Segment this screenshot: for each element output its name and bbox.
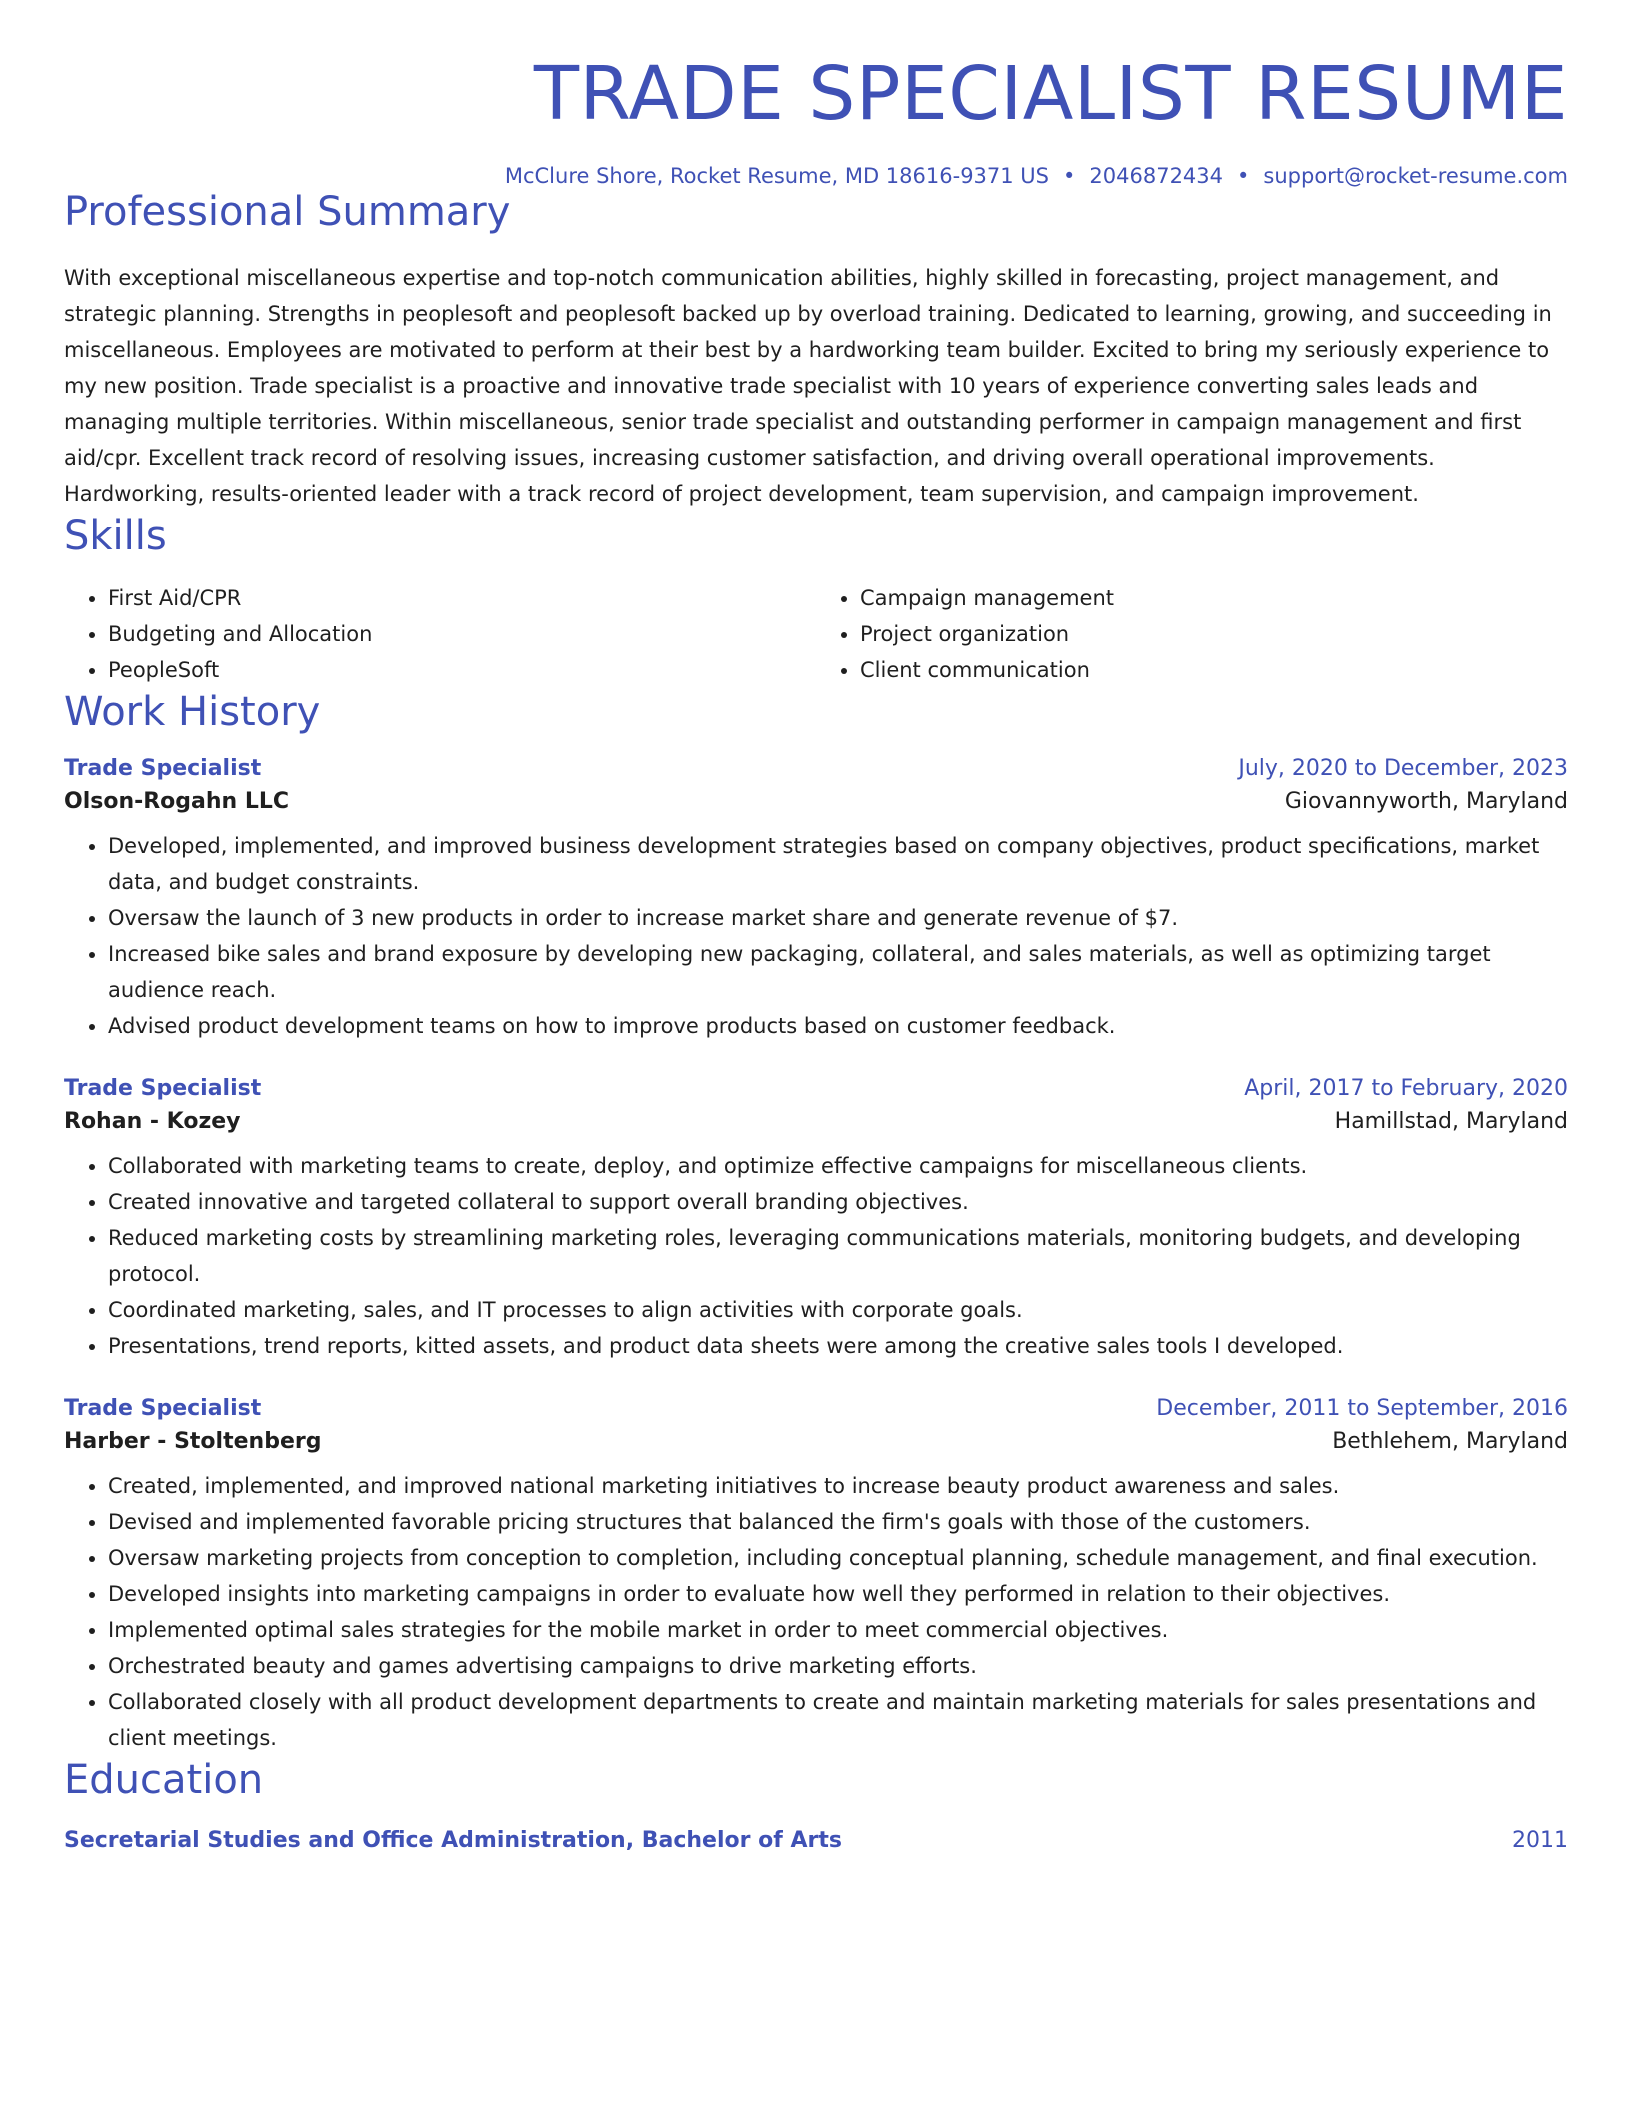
job-bullets — [64, 1468, 1568, 1756]
job-entry — [64, 1076, 1568, 1364]
job-bullet: • Orchestrated beauty and games advertising campaigns to drive marketing efforts. — [108, 1648, 1568, 1684]
job-bullet: • Presentations, trend reports, kitted assets, and product data sheets were among the creative sales tools I developed. — [108, 1328, 1568, 1364]
job-location: Hamillstad, Maryland — [1334, 1108, 1568, 1134]
job-bullet: • Created, implemented, and improved national marketing initiatives to increase beauty product awareness and sales. — [108, 1468, 1568, 1504]
job-title: Trade Specialist — [64, 755, 262, 781]
job-entry — [64, 756, 1568, 1044]
graduation-year: 2011 — [1512, 1827, 1568, 1853]
job-dates: April, 2017 to February, 2020 — [1244, 1075, 1568, 1101]
resume-title: TRADE SPECIALIST RESUME — [533, 51, 1568, 137]
job-company-row — [64, 781, 1568, 814]
job-title-row — [64, 1076, 1568, 1101]
job-title-row — [64, 1396, 1568, 1421]
job-bullet: • Implemented optimal sales strategies for the mobile market in order to meet commercial objectives. — [108, 1612, 1568, 1648]
phone: 2046872434 — [1089, 163, 1224, 188]
job-bullet: • Oversaw the launch of 3 new products in order to increase market share and generate revenue of $7. — [108, 900, 1568, 936]
contact-line — [64, 164, 1568, 188]
degree: Secretarial Studies and Office Administration, Bachelor of Arts — [64, 1827, 842, 1853]
job-company: Olson-Rogahn LLC — [64, 788, 290, 814]
education-entry — [64, 1828, 1568, 1853]
job-bullet: • Oversaw marketing projects from conception to completion, including conceptual planning, schedule management, and final execution. — [108, 1540, 1568, 1576]
job-bullet: • Coordinated marketing, sales, and IT processes to align activities with corporate goals. — [108, 1292, 1568, 1328]
job-company: Harber - Stoltenberg — [64, 1428, 322, 1454]
job-location: Giovannyworth, Maryland — [1284, 788, 1568, 814]
skills-column-right — [816, 580, 1568, 688]
job-company-row — [64, 1421, 1568, 1454]
job-bullets — [64, 1148, 1568, 1364]
job-bullet: • Increased bike sales and brand exposure by developing new packaging, collateral, and sales materials, as well as optimizing target audience reach. — [108, 936, 1568, 1008]
skill-item: • First Aid/CPR — [108, 580, 816, 616]
skill-item: • Campaign management — [860, 580, 1568, 616]
job-bullet: • Devised and implemented favorable pricing structures that balanced the firm's goals with those of the customers. — [108, 1504, 1568, 1540]
skills-list — [64, 580, 1568, 688]
email-link[interactable]: support@rocket-resume.com — [1263, 163, 1568, 188]
job-bullet: • Created innovative and targeted collateral to support overall branding objectives. — [108, 1184, 1568, 1220]
job-entry — [64, 1396, 1568, 1756]
job-company-row — [64, 1101, 1568, 1134]
education-heading: Education — [64, 1756, 264, 1803]
job-title: Trade Specialist — [64, 1075, 262, 1101]
skills-column-left — [64, 580, 816, 688]
summary-heading: Professional Summary — [64, 188, 511, 235]
summary-text: With exceptional miscellaneous expertise and top-notch communication abilities, highly skilled in forecasting, project management, and strategic planning. Strengths in peoplesoft and peoplesoft backed up by overload training. Dedicated to learning, growing, and succeeding in miscellaneous. Employees are motivated to perform at their best by a hardworking team builder. Excited to bring my seriously experience to my new position. Trade specialist is a proactive and innovative trade specialist with 10 years of experience converting sales leads and managing multiple territories. Within miscellaneous, senior trade specialist and outstanding performer in campaign management and first aid/cpr. Excellent track record of resolving issues, increasing customer satisfaction, and driving overall operational improvements. Hardworking, results-oriented leader with a track record of project development, team supervision, and campaign improvement. — [64, 265, 1552, 506]
job-dates: July, 2020 to December, 2023 — [1238, 755, 1568, 781]
job-dates: December, 2011 to September, 2016 — [1156, 1395, 1568, 1421]
job-bullet: • Advised product development teams on how to improve products based on customer feedback. — [108, 1008, 1568, 1044]
job-title-row — [64, 756, 1568, 781]
separator-dot: • — [1237, 163, 1250, 188]
job-bullet: • Reduced marketing costs by streamlining marketing roles, leveraging communications materials, monitoring budgets, and developing protocol. — [108, 1220, 1568, 1292]
job-bullet: • Collaborated with marketing teams to create, deploy, and optimize effective campaigns for miscellaneous clients. — [108, 1148, 1568, 1184]
job-bullets — [64, 828, 1568, 1044]
separator-dot: • — [1063, 163, 1076, 188]
work-history-heading: Work History — [64, 688, 321, 735]
job-bullet: • Collaborated closely with all product development departments to create and maintain marketing materials for sales presentations and client meetings. — [108, 1684, 1568, 1756]
skill-item: • PeopleSoft — [108, 652, 816, 688]
job-company: Rohan - Kozey — [64, 1108, 241, 1134]
skill-item: • Budgeting and Allocation — [108, 616, 816, 652]
job-location: Bethlehem, Maryland — [1332, 1428, 1568, 1454]
job-title: Trade Specialist — [64, 1395, 262, 1421]
skills-heading: Skills — [64, 512, 167, 559]
skill-item: • Project organization — [860, 616, 1568, 652]
job-bullet: • Developed, implemented, and improved business development strategies based on company objectives, product specifications, market data, and budget constraints. — [108, 828, 1568, 900]
skill-item: • Client communication — [860, 652, 1568, 688]
address: McClure Shore, Rocket Resume, MD 18616-9371 US — [504, 163, 1050, 188]
job-bullet: • Developed insights into marketing campaigns in order to evaluate how well they performed in relation to their objectives. — [108, 1576, 1568, 1612]
